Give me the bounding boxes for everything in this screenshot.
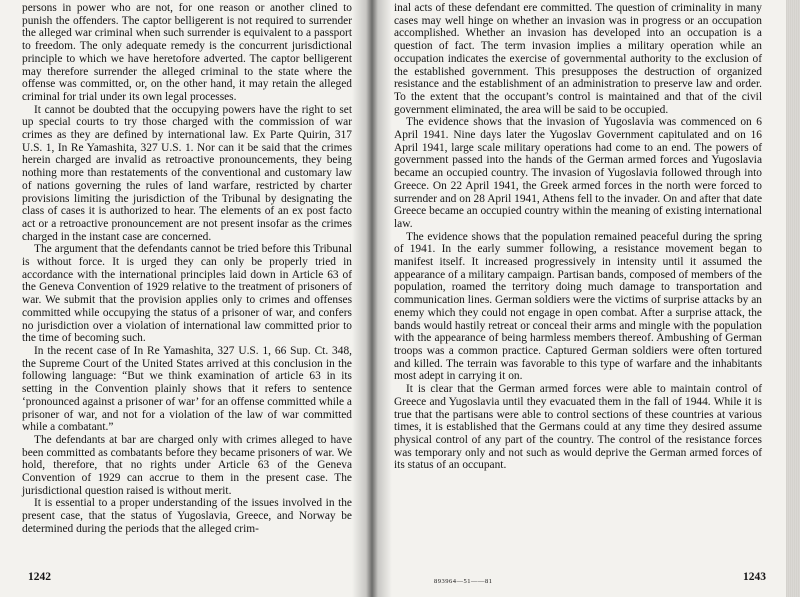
page-edges	[786, 0, 800, 597]
paragraph: It cannot be doubted that the occupying powers have the right to set up special courts to try those charged with the commission of war crimes as they are defined by international law. Ex Parte Quirin, 317 U.S. 1, In Re Yamashita, 327 U.S. 1. Nor can it be said that the crimes herein charged are invalid as retroactive pronouncements, they being nothing more than restatements of the conventional and customary law of nations governing the rules of land warfare, restricted by charter provisions limiting the jurisdiction of the Tribunal by designating the class of cases it is authorized to hear. The elements of an ex post facto act or a retroactive pronouncement are not present insofar as the crimes charged in the instant case are concerned.	[22, 103, 352, 243]
right-page	[376, 0, 800, 597]
paragraph: It is clear that the German armed forces were able to maintain control of Greece and Yugoslavia until they evacuated them in the fall of 1944. While it is true that the partisans were able to control sections of these countries at various times, it is established that the Germans could at any time they desired assume physical control of any part of the country. The control of the resistance forces was temporary only and not such as would deprive the German armed forces of its status of an occupant.	[394, 383, 762, 472]
page-number: 1242	[28, 571, 51, 583]
paragraph: The argument that the defendants cannot be tried before this Tribunal is without force. It is urged they can only be properly tried in accordance with the international principles laid down in Article 63 of the Geneva Convention of 1929 relative to the treatment of prisoners of war. We submit that the provision applies only to crimes and offenses committed while occupying the status of a prisoner of war, and confers no jurisdiction over a violation of international law committed prior to the time of becoming such.	[22, 243, 352, 345]
paragraph: persons in power who are not, for one reason or another clined to punish the offenders. The captor belligerent is not required to surrender the alleged war criminal when such surrender is equivalent to a passport to freedom. The only adequate remedy is the concurrent jurisdictional principle to which we have heretofore adverted. The captor belligerent may therefore surrender the alleged criminal to the state where the offense was committed, or, on the other hand, it may retain the alleged criminal for trial under its own legal processes.	[22, 2, 352, 103]
book-gutter	[352, 0, 392, 597]
right-page-text	[394, 2, 762, 472]
left-page	[0, 0, 368, 597]
page-number: 1243	[743, 571, 766, 583]
printer-code: 893964—51——81	[434, 578, 493, 585]
left-page-text	[22, 2, 352, 536]
paragraph: inal acts of these defendant ere committed. The question of criminality in many cases may well hinge on whether an invasion was in progress or an occupation accomplished. Whether an invasion has developed into an occupation is a question of fact. The term invasion implies a military operation while an occupation indicates the exercise of governmental authority to the exclusion of the established government. This presupposes the destruction of organized resistance and the establishment of an administration to preserve law and order. To the extent that the occupant’s control is maintained and that of the civil government eliminated, the area will be said to be occupied.	[394, 2, 762, 116]
paragraph: It is essential to a proper understanding of the issues involved in the present case, that the status of Yugoslavia, Greece, and Norway be determined during the periods that the alleged crim-	[22, 497, 352, 535]
paragraph: The evidence shows that the population remained peaceful during the spring of 1941. In the early summer following, a resistance movement began to manifest itself. It increased progressively in intensity until it assumed the appearance of a military campaign. Partisan bands, composed of members of the population, roamed the territory doing much damage to transportation and communication lines. German soldiers were the victims of surprise attacks by an enemy which they could not engage in open combat. After a surprise attack, the bands would hastily retreat or conceal their arms and mingle with the population with the appearance of being harmless members thereof. Ambushing of German troops was a common practice. Captured German soldiers were often tortured and killed. The terrain was favorable to this type of warfare and the inhabitants most adept in carrying it on.	[394, 230, 762, 383]
paragraph: In the recent case of In Re Yamashita, 327 U.S. 1, 66 Sup. Ct. 348, the Supreme Court of the United States arrived at this conclusion in the following language: “But we think examination of article 63 in its setting in the Convention plainly shows that it refers to sentence ‘pronounced against a prisoner of war’ for an offense committed while a prisoner of war, and not for a violation of the law of war committed while a combatant.”	[22, 344, 352, 434]
paragraph: The defendants at bar are charged only with crimes alleged to have been committed as combatants before they became prisoners of war. We hold, therefore, that no rights under Article 63 of the Geneva Convention of 1929 can accrue to them in the present case. The jurisdictional question raised is without merit.	[22, 433, 352, 497]
paragraph: The evidence shows that the invasion of Yugoslavia was commenced on 6 April 1941. Nine days later the Yugoslav Government capitulated and on 16 April 1941, large scale military operations had come to an end. The powers of government passed into the hands of the German armed forces and Yugoslavia became an occupied country. The invasion of Yugoslavia followed through into Greece. On 22 April 1941, the Greek armed forces in the north were forced to surrender and on 28 April 1941, Athens fell to the invader. On and after that date Greece became an occupied country within the meaning of existing international law.	[394, 116, 762, 230]
